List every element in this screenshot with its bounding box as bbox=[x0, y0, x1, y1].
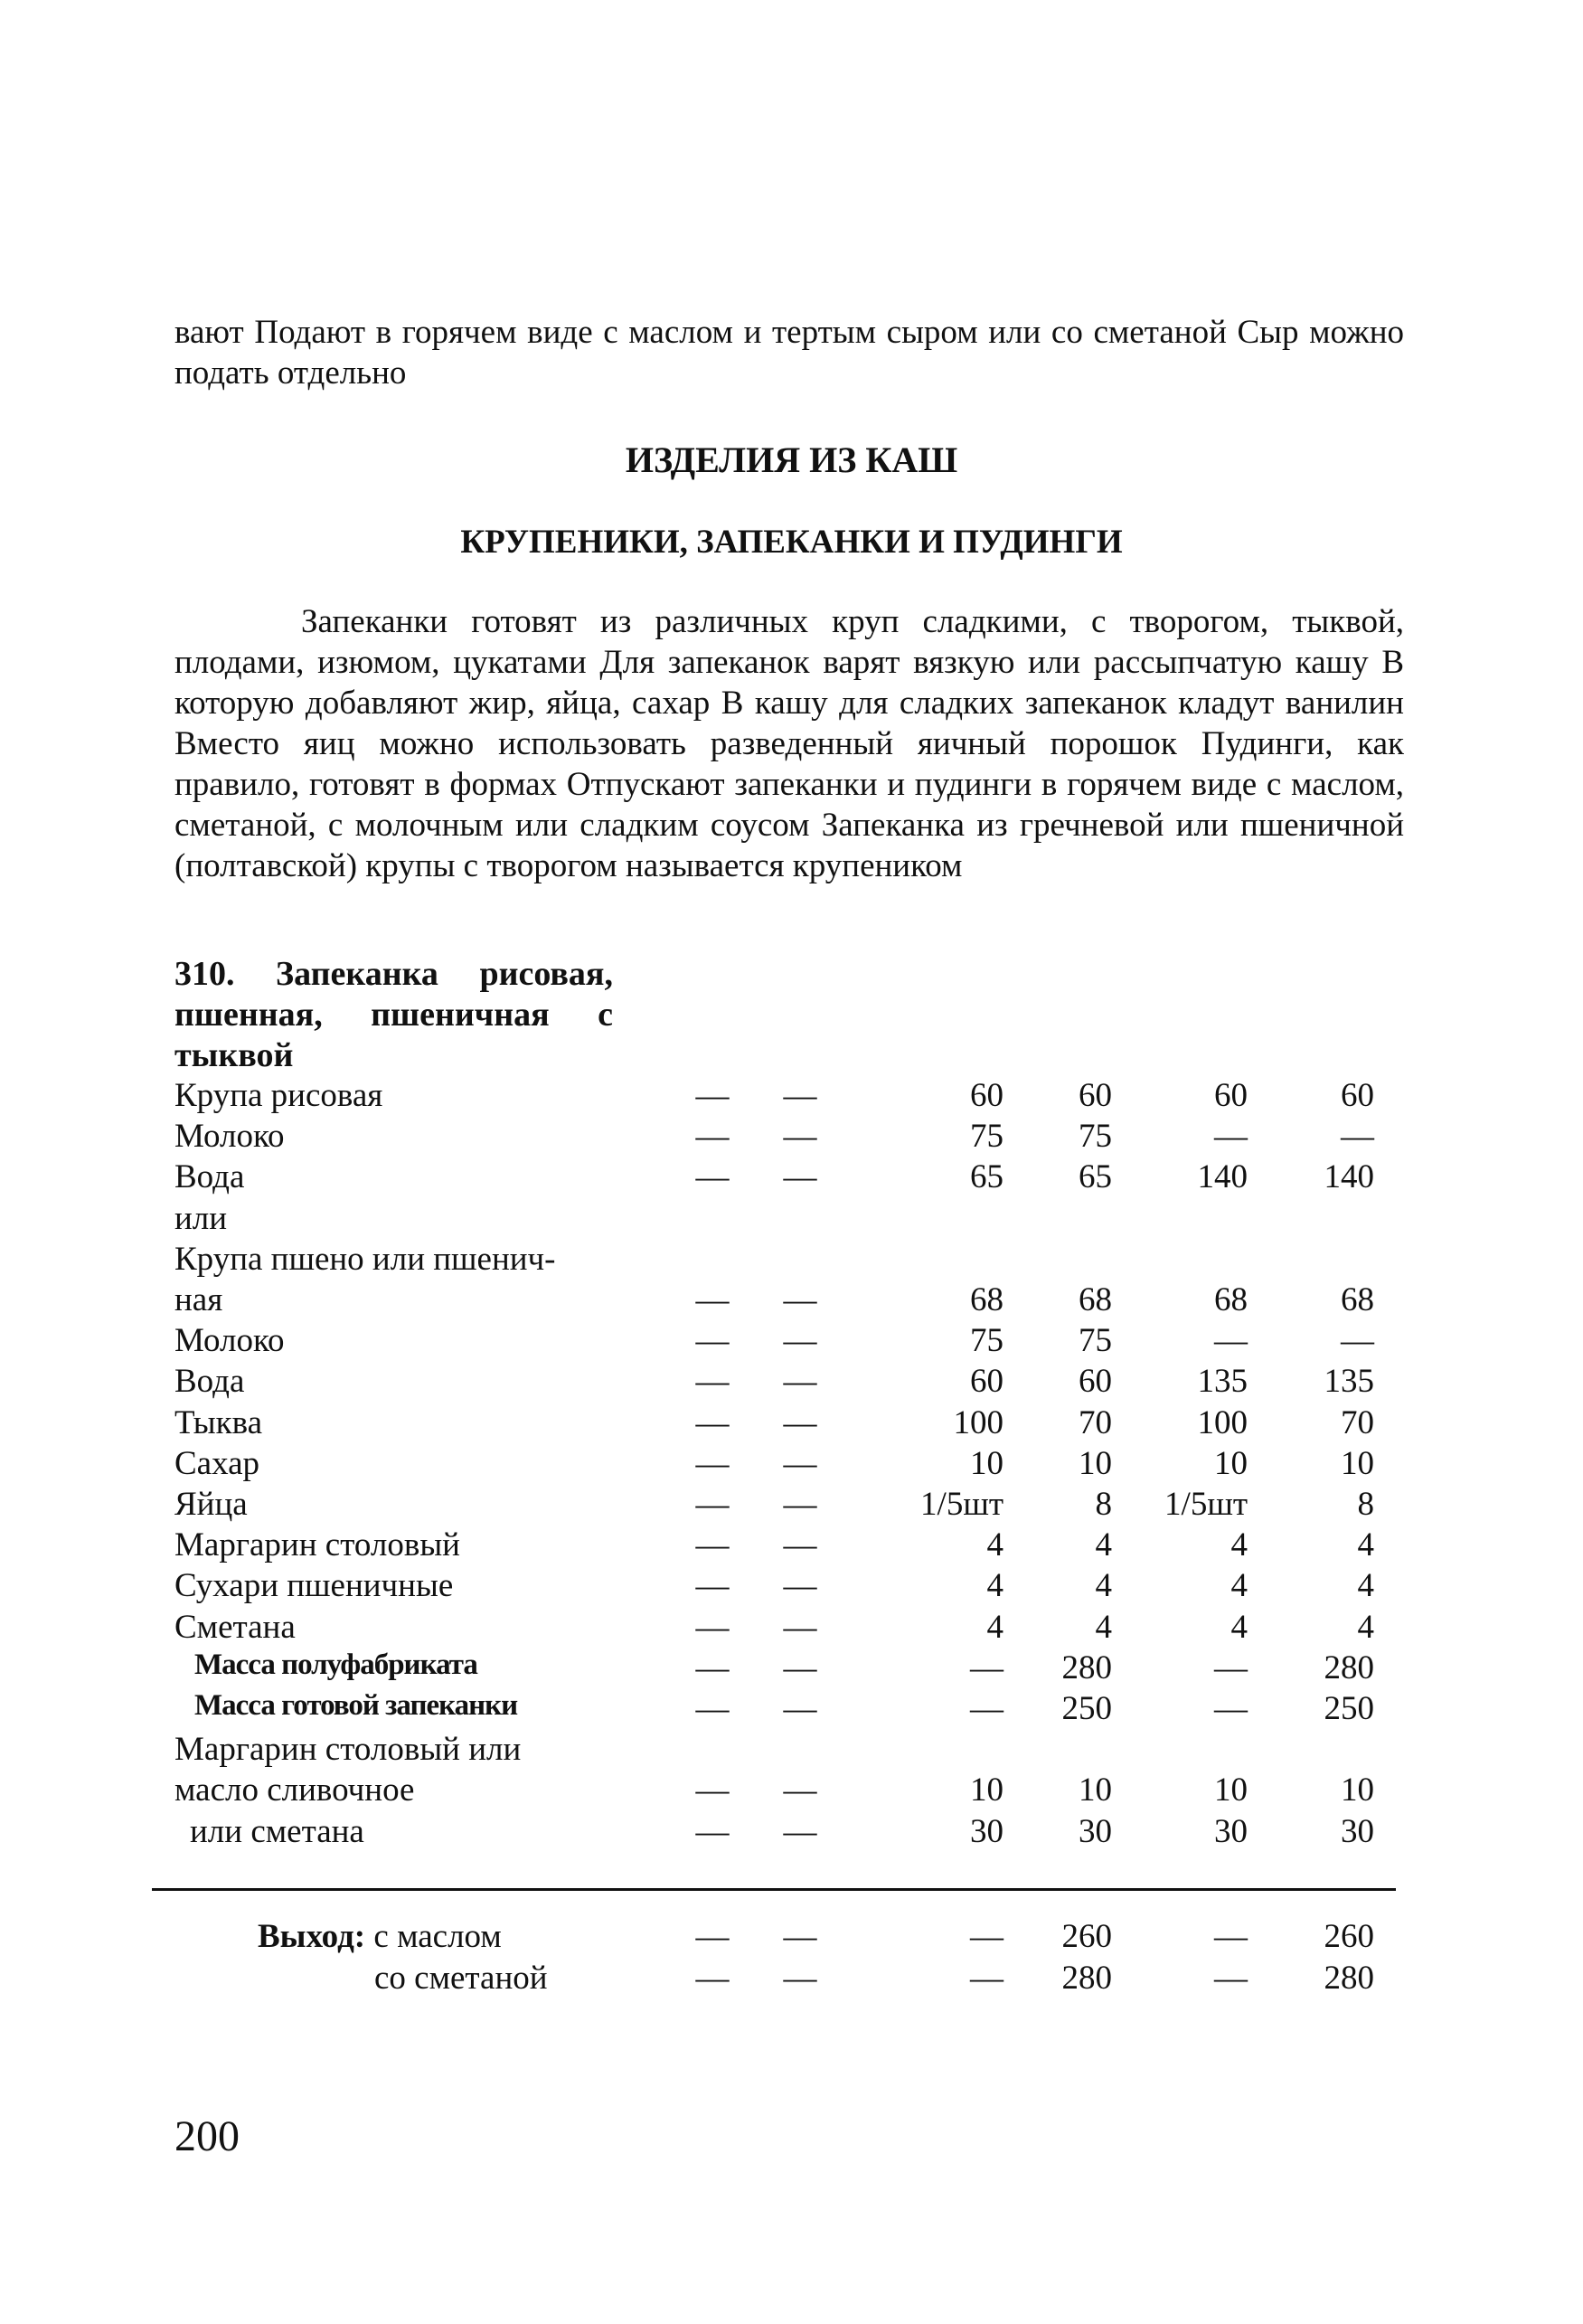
row-value: 140 bbox=[1324, 1158, 1374, 1196]
row-value: 4 bbox=[986, 1567, 1004, 1605]
row-value: — bbox=[695, 1812, 730, 1850]
table-row bbox=[0, 1403, 1583, 1444]
row-value: 70 bbox=[1341, 1403, 1374, 1441]
intro-paragraph bbox=[174, 601, 1404, 886]
row-value: 10 bbox=[1214, 1771, 1248, 1809]
table-row bbox=[0, 1771, 1583, 1811]
row-value: — bbox=[783, 1363, 817, 1401]
row-value: — bbox=[783, 1690, 817, 1727]
row-label: Вода bbox=[174, 1158, 245, 1196]
page-number: 200 bbox=[174, 2112, 240, 2160]
row-value: 10 bbox=[1341, 1444, 1374, 1482]
row-value: 280 bbox=[1061, 1960, 1112, 1997]
row-value: 4 bbox=[1095, 1526, 1112, 1564]
row-value: 280 bbox=[1324, 1960, 1374, 1997]
row-value: 65 bbox=[1079, 1158, 1112, 1196]
row-value: — bbox=[695, 1960, 730, 1997]
row-label: ная bbox=[174, 1281, 223, 1318]
row-value: 70 bbox=[1079, 1403, 1112, 1441]
row-value: — bbox=[695, 1771, 730, 1809]
row-value: 100 bbox=[953, 1403, 1004, 1441]
row-value: 4 bbox=[1095, 1608, 1112, 1646]
row-value: — bbox=[695, 1363, 730, 1401]
row-value: 10 bbox=[1079, 1444, 1112, 1482]
row-value: — bbox=[783, 1403, 817, 1441]
table-row bbox=[0, 1917, 1583, 1958]
table-row bbox=[0, 1362, 1583, 1403]
row-value: 75 bbox=[970, 1322, 1004, 1360]
row-label: Яйца bbox=[174, 1486, 248, 1523]
row-value: 10 bbox=[970, 1444, 1004, 1482]
row-value: — bbox=[783, 1918, 817, 1955]
row-label: Маргарин столовый или bbox=[174, 1731, 522, 1769]
row-value: 10 bbox=[1214, 1444, 1248, 1482]
table-row bbox=[0, 1812, 1583, 1853]
row-label: Сметана bbox=[174, 1608, 296, 1646]
yield-with-butter-label: с маслом bbox=[365, 1918, 502, 1955]
row-value: 30 bbox=[1079, 1812, 1112, 1850]
table-row bbox=[0, 1608, 1583, 1649]
row-value: — bbox=[695, 1118, 730, 1156]
row-value: 75 bbox=[970, 1118, 1004, 1156]
row-value: — bbox=[783, 1771, 817, 1809]
row-value: 4 bbox=[986, 1526, 1004, 1564]
row-value: — bbox=[783, 1649, 817, 1686]
recipe-title: 310. Запеканка рисовая, пшенная, пшеничная с тыквой bbox=[174, 955, 613, 1074]
row-value: — bbox=[695, 1526, 730, 1564]
row-value: — bbox=[783, 1486, 817, 1523]
row-label: Крупа рисовая bbox=[174, 1077, 383, 1114]
row-value: — bbox=[695, 1486, 730, 1523]
row-value: 10 bbox=[970, 1771, 1004, 1809]
row-value: — bbox=[783, 1158, 817, 1196]
row-value: 4 bbox=[1230, 1567, 1248, 1605]
table-row bbox=[0, 1485, 1583, 1526]
row-label: со сметаной bbox=[374, 1960, 548, 1997]
row-value: 4 bbox=[986, 1608, 1004, 1646]
row-value: 135 bbox=[1197, 1363, 1248, 1401]
row-value: — bbox=[783, 1118, 817, 1156]
row-value: 30 bbox=[1214, 1812, 1248, 1850]
row-value: 75 bbox=[1079, 1322, 1112, 1360]
row-value: 280 bbox=[1061, 1649, 1112, 1686]
row-value: — bbox=[1341, 1118, 1374, 1156]
row-value: — bbox=[1214, 1322, 1248, 1360]
row-value: — bbox=[783, 1812, 817, 1850]
row-label: или сметана bbox=[190, 1812, 364, 1850]
row-value: 100 bbox=[1197, 1403, 1248, 1441]
row-label: Тыква bbox=[174, 1403, 262, 1441]
lead-text: вают Подают в горячем виде с маслом и тертым сыром или со сметаной Сыр можно подать отдельно bbox=[174, 314, 1404, 392]
row-value: — bbox=[783, 1960, 817, 1997]
row-value: 30 bbox=[970, 1812, 1004, 1850]
row-value: — bbox=[695, 1322, 730, 1360]
row-value: 4 bbox=[1357, 1567, 1374, 1605]
row-value: 250 bbox=[1061, 1690, 1112, 1727]
table-row bbox=[0, 1157, 1583, 1198]
row-value: 260 bbox=[1061, 1918, 1112, 1955]
row-value: — bbox=[695, 1567, 730, 1605]
row-value: 65 bbox=[970, 1158, 1004, 1196]
row-value: 1/5шт bbox=[920, 1486, 1004, 1523]
table-row bbox=[0, 1689, 1583, 1730]
row-value: 4 bbox=[1230, 1608, 1248, 1646]
table-row bbox=[0, 1321, 1583, 1362]
table-row bbox=[0, 1280, 1583, 1321]
row-label: Вода bbox=[174, 1363, 245, 1401]
row-value: 60 bbox=[1079, 1077, 1112, 1114]
row-value: — bbox=[695, 1444, 730, 1482]
table-row bbox=[0, 1076, 1583, 1117]
table-row bbox=[0, 1959, 1583, 1999]
row-label: Маргарин столовый bbox=[174, 1526, 460, 1564]
row-value: 1/5шт bbox=[1164, 1486, 1248, 1523]
row-value: 75 bbox=[1079, 1118, 1112, 1156]
yield-label: Выход: bbox=[258, 1918, 366, 1955]
row-value: — bbox=[695, 1608, 730, 1646]
row-value: — bbox=[1214, 1960, 1248, 1997]
row-label: Сахар bbox=[174, 1444, 260, 1482]
row-label: Сухари пшеничные bbox=[174, 1567, 454, 1605]
table-row bbox=[0, 1649, 1583, 1689]
row-value: — bbox=[970, 1649, 1004, 1686]
row-value: 250 bbox=[1324, 1690, 1374, 1727]
row-value: 68 bbox=[970, 1281, 1004, 1318]
row-label: масло сливочное bbox=[174, 1771, 415, 1809]
row-value: 260 bbox=[1324, 1918, 1374, 1955]
row-value: — bbox=[970, 1918, 1004, 1955]
row-label: Молоко bbox=[174, 1118, 285, 1156]
row-value: — bbox=[695, 1281, 730, 1318]
row-value: 140 bbox=[1197, 1158, 1248, 1196]
row-value: 4 bbox=[1230, 1526, 1248, 1564]
row-value: — bbox=[695, 1077, 730, 1114]
table-row bbox=[0, 1444, 1583, 1485]
table-row bbox=[0, 1566, 1583, 1607]
row-value: 60 bbox=[970, 1077, 1004, 1114]
row-value: — bbox=[695, 1918, 730, 1955]
table-row bbox=[0, 1526, 1583, 1566]
row-value: 10 bbox=[1341, 1771, 1374, 1809]
row-value: 60 bbox=[1214, 1077, 1248, 1114]
row-value: — bbox=[695, 1690, 730, 1727]
row-value: — bbox=[695, 1403, 730, 1441]
subsection-title: КРУПЕНИКИ, ЗАПЕКАНКИ И ПУДИНГИ bbox=[460, 524, 1123, 561]
row-value: 60 bbox=[970, 1363, 1004, 1401]
lead-paragraph bbox=[174, 312, 1404, 393]
row-value: 8 bbox=[1357, 1486, 1374, 1523]
row-value: 68 bbox=[1214, 1281, 1248, 1318]
row-value: — bbox=[1214, 1918, 1248, 1955]
section-title: ИЗДЕЛИЯ ИЗ КАШ bbox=[625, 439, 958, 480]
row-label: Крупа пшено или пшенич- bbox=[174, 1240, 556, 1278]
row-value: 30 bbox=[1341, 1812, 1374, 1850]
table-row bbox=[0, 1117, 1583, 1157]
row-value: — bbox=[1214, 1118, 1248, 1156]
row-value: — bbox=[1214, 1690, 1248, 1727]
row-value: 68 bbox=[1341, 1281, 1374, 1318]
row-value: — bbox=[970, 1690, 1004, 1727]
table-row bbox=[0, 1730, 1583, 1771]
row-label: или bbox=[174, 1199, 228, 1237]
row-value: 8 bbox=[1095, 1486, 1112, 1523]
row-label: Масса полуфабриката bbox=[194, 1648, 477, 1681]
row-value: — bbox=[783, 1444, 817, 1482]
table-row bbox=[0, 1240, 1583, 1280]
row-value: 280 bbox=[1324, 1649, 1374, 1686]
table-row bbox=[0, 1199, 1583, 1240]
row-value: — bbox=[970, 1960, 1004, 1997]
row-value: — bbox=[1341, 1322, 1374, 1360]
row-value: — bbox=[783, 1567, 817, 1605]
row-value: 4 bbox=[1095, 1567, 1112, 1605]
row-value: 10 bbox=[1079, 1771, 1112, 1809]
intro-text: Запеканки готовят из различных круп сладкими, с творогом, тыквой, плодами, изюмом, цукатами Для запеканок варят вязкую или рассыпчатую кашу В которую добавляют жир, яйца, сахар В кашу для сладких запеканок кладут ванилин Вместо яиц можно использовать разведенный яичный порошок Пудинги, как правило, готовят в формах Отпускают запеканки и пудинги в горячем виде с маслом, сметаной, с молочным или сладким соусом Запеканка из гречневой или пшеничной (полтавской) крупы с творогом называется крупеником bbox=[174, 603, 1404, 884]
row-value: — bbox=[783, 1322, 817, 1360]
row-label: Масса готовой запеканки bbox=[194, 1689, 518, 1722]
row-label bbox=[258, 1917, 502, 1956]
row-value: 60 bbox=[1341, 1077, 1374, 1114]
row-value: — bbox=[783, 1608, 817, 1646]
row-value: — bbox=[695, 1649, 730, 1686]
row-label: Молоко bbox=[174, 1322, 285, 1360]
row-value: — bbox=[783, 1077, 817, 1114]
row-value: 135 bbox=[1324, 1363, 1374, 1401]
row-value: — bbox=[695, 1158, 730, 1196]
row-value: 60 bbox=[1079, 1363, 1112, 1401]
row-value: — bbox=[1214, 1649, 1248, 1686]
row-value: 4 bbox=[1357, 1526, 1374, 1564]
row-value: — bbox=[783, 1526, 817, 1564]
row-value: 68 bbox=[1079, 1281, 1112, 1318]
row-value: — bbox=[783, 1281, 817, 1318]
table-divider bbox=[152, 1888, 1396, 1891]
row-value: 4 bbox=[1357, 1608, 1374, 1646]
